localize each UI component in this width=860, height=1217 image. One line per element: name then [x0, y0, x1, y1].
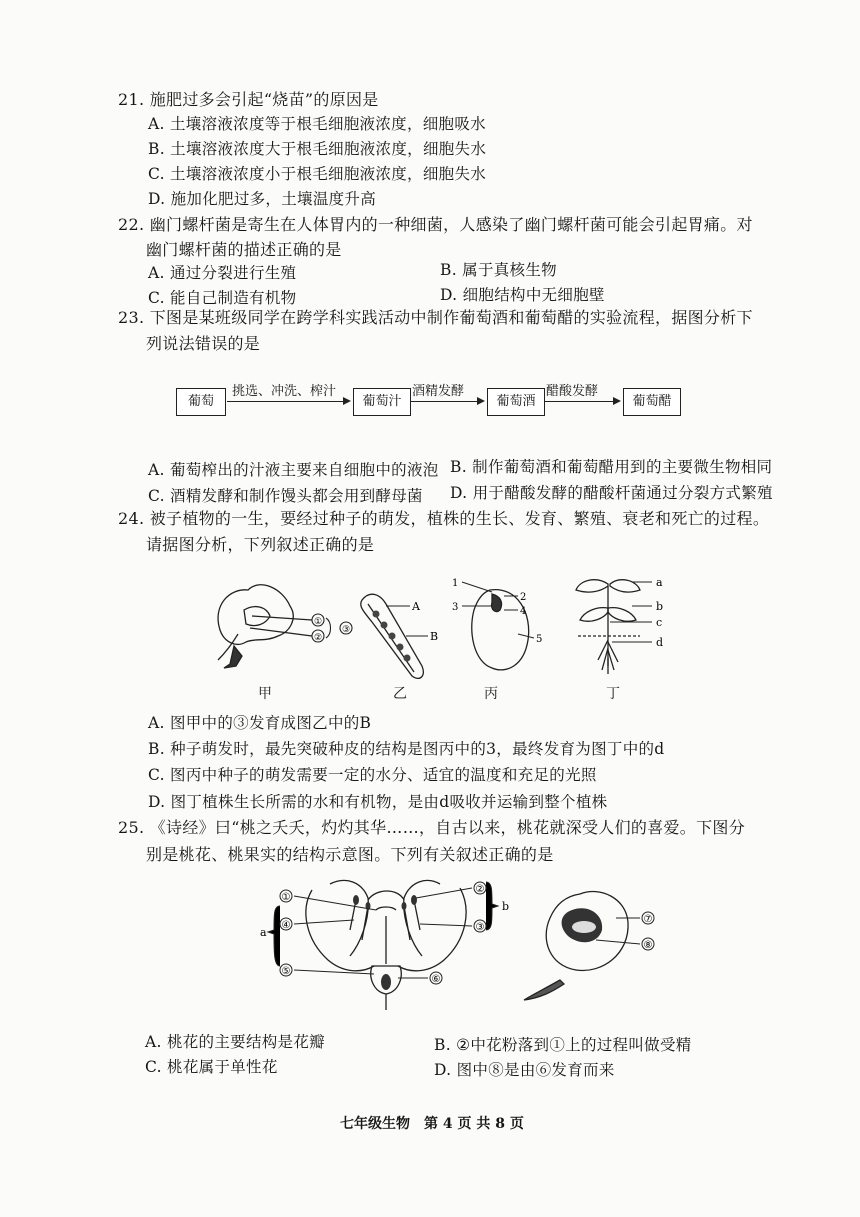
q24-option-d: D. 图丁植株生长所需的水和有机物，是由d吸收并运输到整个植株	[148, 793, 608, 811]
fig-bing-label-3: 3	[452, 602, 459, 613]
fig-bing-label-1: 1	[452, 578, 459, 589]
flow-box-wine: 葡萄酒	[487, 388, 545, 416]
fig-bing-label-2: 2	[520, 592, 527, 603]
peach-flower-fruit-figure	[250, 870, 680, 1015]
q24-option-c: C. 图丙中种子的萌发需要一定的水分、适宜的温度和充足的光照	[148, 766, 597, 784]
q23-stem-line2: 列说法错误的是	[146, 334, 261, 353]
q22-option-b: B. 属于真核生物	[440, 261, 557, 279]
fig-jia-caption: 甲	[258, 686, 272, 702]
q25-stem-line1: 25. 《诗经》曰“桃之夭夭，灼灼其华……，自古以来，桃花就深受人们的喜爱。下图分	[118, 818, 746, 837]
wine-vinegar-flowchart	[176, 380, 696, 420]
fig-flower-label-2: ②	[475, 884, 485, 895]
q25-stem-line2: 别是桃花、桃果实的结构示意图。下列有关叙述正确的是	[146, 845, 554, 864]
plant-lifecycle-figure	[200, 570, 700, 702]
peach-drawing	[250, 870, 680, 1015]
page-footer: 七年级生物 第 4 页 共 8 页	[340, 1116, 524, 1132]
q22-option-a: A. 通过分裂进行生殖	[148, 264, 297, 282]
fig-yi-label-b: B	[430, 630, 439, 643]
flow-box-grape: 葡萄	[176, 388, 226, 416]
q23-stem-line1: 23. 下图是某班级同学在跨学科实践活动中制作葡萄酒和葡萄醋的实验流程，据图分析下	[118, 308, 753, 327]
q23-option-b: B. 制作葡萄酒和葡萄醋用到的主要微生物相同	[450, 458, 773, 476]
q21-option-a: A. 土壤溶液浓度等于根毛细胞液浓度，细胞吸水	[148, 115, 486, 133]
q21-option-d: D. 施加化肥过多，土壤温度升高	[148, 190, 377, 208]
fig-ding-label-d: d	[656, 636, 664, 649]
fig-flower-label-4: ④	[281, 920, 291, 931]
fig-fruit-label-8: ⑧	[643, 940, 653, 951]
flow-arrow-2	[411, 401, 483, 402]
q23-option-c: C. 酒精发酵和制作馒头都会用到酵母菌	[148, 487, 423, 505]
q25-option-b: B. ②中花粉落到①上的过程叫做受精	[434, 1036, 692, 1054]
q24-option-a: A. 图甲中的③发育成图乙中的B	[148, 714, 372, 732]
q21-option-c: C. 土壤溶液浓度小于根毛细胞液浓度，细胞失水	[148, 165, 487, 183]
flow-step-acetic: 醋酸发酵	[546, 384, 599, 399]
q22-option-c: C. 能自己制造有机物	[148, 289, 297, 307]
fig-bing-label-4: 4	[520, 606, 527, 617]
fig-bing-label-5: 5	[536, 634, 543, 645]
q21-option-b: B. 土壤溶液浓度大于根毛细胞液浓度，细胞失水	[148, 140, 487, 158]
flow-step-prepare: 挑选、冲洗、榨汁	[232, 384, 337, 399]
q25-option-a: A. 桃花的主要结构是花瓣	[145, 1033, 325, 1051]
fig-bing-caption: 丙	[484, 686, 498, 702]
fig-yi-caption: 乙	[393, 686, 407, 702]
q25-option-c: C. 桃花属于单性花	[145, 1058, 278, 1076]
q22-stem-line1: 22. 幽门螺杆菌是寄生在人体胃内的一种细菌，人感染了幽门螺杆菌可能会引起胃痛。对	[118, 215, 753, 234]
fig-ding-label-a: a	[656, 576, 663, 589]
flow-box-juice: 葡萄汁	[353, 388, 411, 416]
q23-option-a: A. 葡萄榨出的汁液主要来自细胞中的液泡	[148, 461, 439, 479]
flow-arrow-1	[227, 401, 349, 402]
q25-option-d: D. 图中⑧是由⑥发育而来	[434, 1061, 615, 1079]
flow-box-vinegar: 葡萄醋	[623, 388, 681, 416]
fig-yi-label-a: A	[412, 600, 420, 613]
q24-option-b: B. 种子萌发时，最先突破种皮的结构是图丙中的3，最终发育为图丁中的d	[148, 740, 665, 758]
fig-flower-label-6: ⑥	[431, 974, 441, 985]
fig-jia-label-1: ①	[313, 617, 323, 627]
q24-stem-line1: 24. 被子植物的一生，要经过种子的萌发，植株的生长、发育、繁殖、衰老和死亡的过程。	[118, 509, 770, 528]
fig-flower-label-a: a	[260, 926, 267, 939]
fig-ding-caption: 丁	[606, 686, 620, 702]
fig-flower-label-1: ①	[281, 892, 291, 903]
flow-step-alcohol: 酒精发酵	[412, 384, 465, 399]
q22-stem-line2: 幽门螺杆菌的描述正确的是	[146, 240, 342, 259]
q21-stem: 21. 施肥过多会引起“烧苗”的原因是	[118, 90, 379, 109]
fig-flower-label-b: b	[502, 900, 510, 913]
fig-ding-label-c: c	[656, 616, 663, 629]
fig-fruit-label-7: ⑦	[643, 914, 653, 925]
q22-option-d: D. 细胞结构中无细胞壁	[440, 286, 605, 304]
q23-option-d: D. 用于醋酸发酵的醋酸杆菌通过分裂方式繁殖	[450, 484, 773, 502]
plant-lifecycle-drawing	[200, 570, 700, 702]
fig-jia-label-3: ③	[341, 625, 351, 635]
q24-stem-line2: 请据图分析，下列叙述正确的是	[146, 535, 375, 554]
fig-jia-label-2: ②	[313, 633, 323, 643]
fig-flower-label-3: ③	[475, 922, 485, 933]
flow-arrow-3	[545, 401, 619, 402]
fig-flower-label-5: ⑤	[281, 966, 291, 977]
fig-ding-label-b: b	[656, 600, 664, 613]
